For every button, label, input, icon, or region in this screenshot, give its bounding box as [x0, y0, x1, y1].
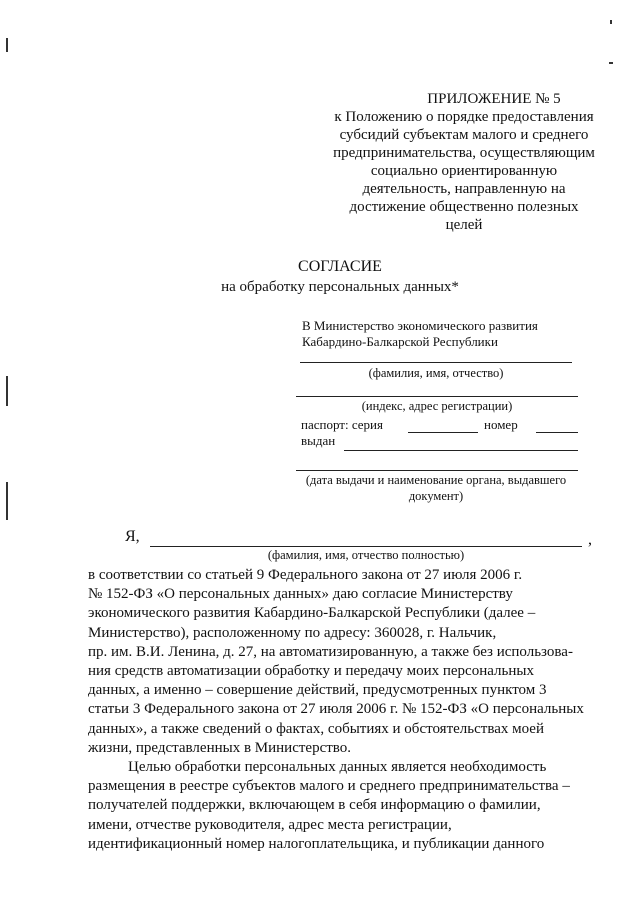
consent-subtitle: на обработку персональных данных*	[221, 279, 459, 295]
consent-paragraph-2	[88, 758, 590, 854]
paragraph-line: статьи 3 Федерального закона от 27 июля 2006 г. № 152-ФЗ «О персональных	[88, 701, 584, 718]
scan-mark-left-top	[6, 38, 8, 52]
paragraph-line: ния средств автоматизации обработку и передачу моих персональных	[88, 663, 534, 680]
appendix-line: деятельность, направленную на	[362, 181, 566, 197]
paragraph-line: № 152-ФЗ «О персональных данных» даю согласие Министерству	[88, 586, 513, 603]
paragraph-line: пр. им. В.И. Ленина, д. 27, на автоматизированную, а также без использова-	[88, 643, 573, 660]
i-label: Я,	[125, 528, 140, 545]
paragraph-line: получателей поддержки, включающем в себя информацию о фамилии,	[88, 797, 541, 814]
issued-hint-1: (дата выдачи и наименование органа, выдавшего	[305, 473, 567, 487]
issued-underline[interactable]	[344, 450, 578, 451]
paragraph-line: жизни, представленных в Министерство.	[88, 739, 352, 756]
appendix-line: предпринимательства, осуществляющим	[333, 145, 595, 161]
paragraph-line: размещения в реестре субъектов малого и среднего предпринимательства –	[88, 778, 570, 795]
passport-series-label: паспорт: серия	[301, 417, 383, 432]
issued-label: выдан	[301, 433, 336, 448]
appendix-line: субсидий субъектам малого и среднего	[339, 127, 589, 143]
full-name-underline[interactable]	[150, 546, 582, 547]
consent-title: СОГЛАСИЕ	[298, 258, 382, 275]
paragraph-line: данных», а также сведений о фактах, событиях и обстоятельствах моей	[88, 720, 544, 737]
fio-underline[interactable]	[300, 362, 572, 363]
passport-number-underline[interactable]	[536, 432, 578, 433]
paragraph-line: имени, отчестве руководителя, адрес места регистрации,	[88, 816, 452, 833]
appendix-block	[318, 90, 610, 234]
consent-paragraph-1	[88, 566, 590, 758]
appendix-line: к Положению о порядке предоставления	[334, 109, 594, 125]
addressee-line-1: В Министерство экономического развития	[302, 318, 538, 333]
paragraph-line: Министерство), расположенному по адресу: 360028, г. Нальчик,	[88, 624, 497, 641]
issued-hint-2: документ)	[408, 489, 464, 503]
scan-mark-right-dot	[609, 62, 613, 64]
address-underline[interactable]	[296, 396, 578, 397]
scan-mark-right-top	[610, 20, 612, 24]
paragraph-line: данных, а именно – совершение действий, предусмотренных пунктом 3	[88, 682, 547, 699]
fio-hint: (фамилия, имя, отчество)	[368, 366, 504, 380]
paragraph-line: экономического развития Кабардино-Балкарской Республики (далее –	[88, 605, 536, 622]
passport-number-label: номер	[484, 417, 518, 432]
paragraph-line: в соответствии со статьей 9 Федерального закона от 27 июля 2006 г.	[88, 567, 523, 583]
appendix-line: социально ориентированную	[370, 163, 558, 179]
appendix-line: целей	[445, 217, 483, 233]
paragraph-line: Целью обработки персональных данных является необходимость	[128, 759, 547, 775]
full-name-comma: ,	[588, 531, 592, 548]
appendix-title: ПРИЛОЖЕНИЕ № 5	[427, 91, 561, 107]
full-name-hint: (фамилия, имя, отчество полностью)	[267, 548, 465, 562]
appendix-line: достижение общественно полезных	[349, 199, 579, 215]
addressee-line-2: Кабардино-Балкарской Республики	[302, 334, 498, 349]
scan-mark-left-mid	[6, 376, 8, 406]
issued-underline-2[interactable]	[296, 470, 578, 471]
scan-mark-left-low	[6, 482, 8, 520]
paragraph-line: идентификационный номер налогоплательщика, и публикации данного	[88, 835, 545, 852]
passport-series-underline[interactable]	[408, 432, 478, 433]
address-hint: (индекс, адрес регистрации)	[361, 399, 513, 413]
